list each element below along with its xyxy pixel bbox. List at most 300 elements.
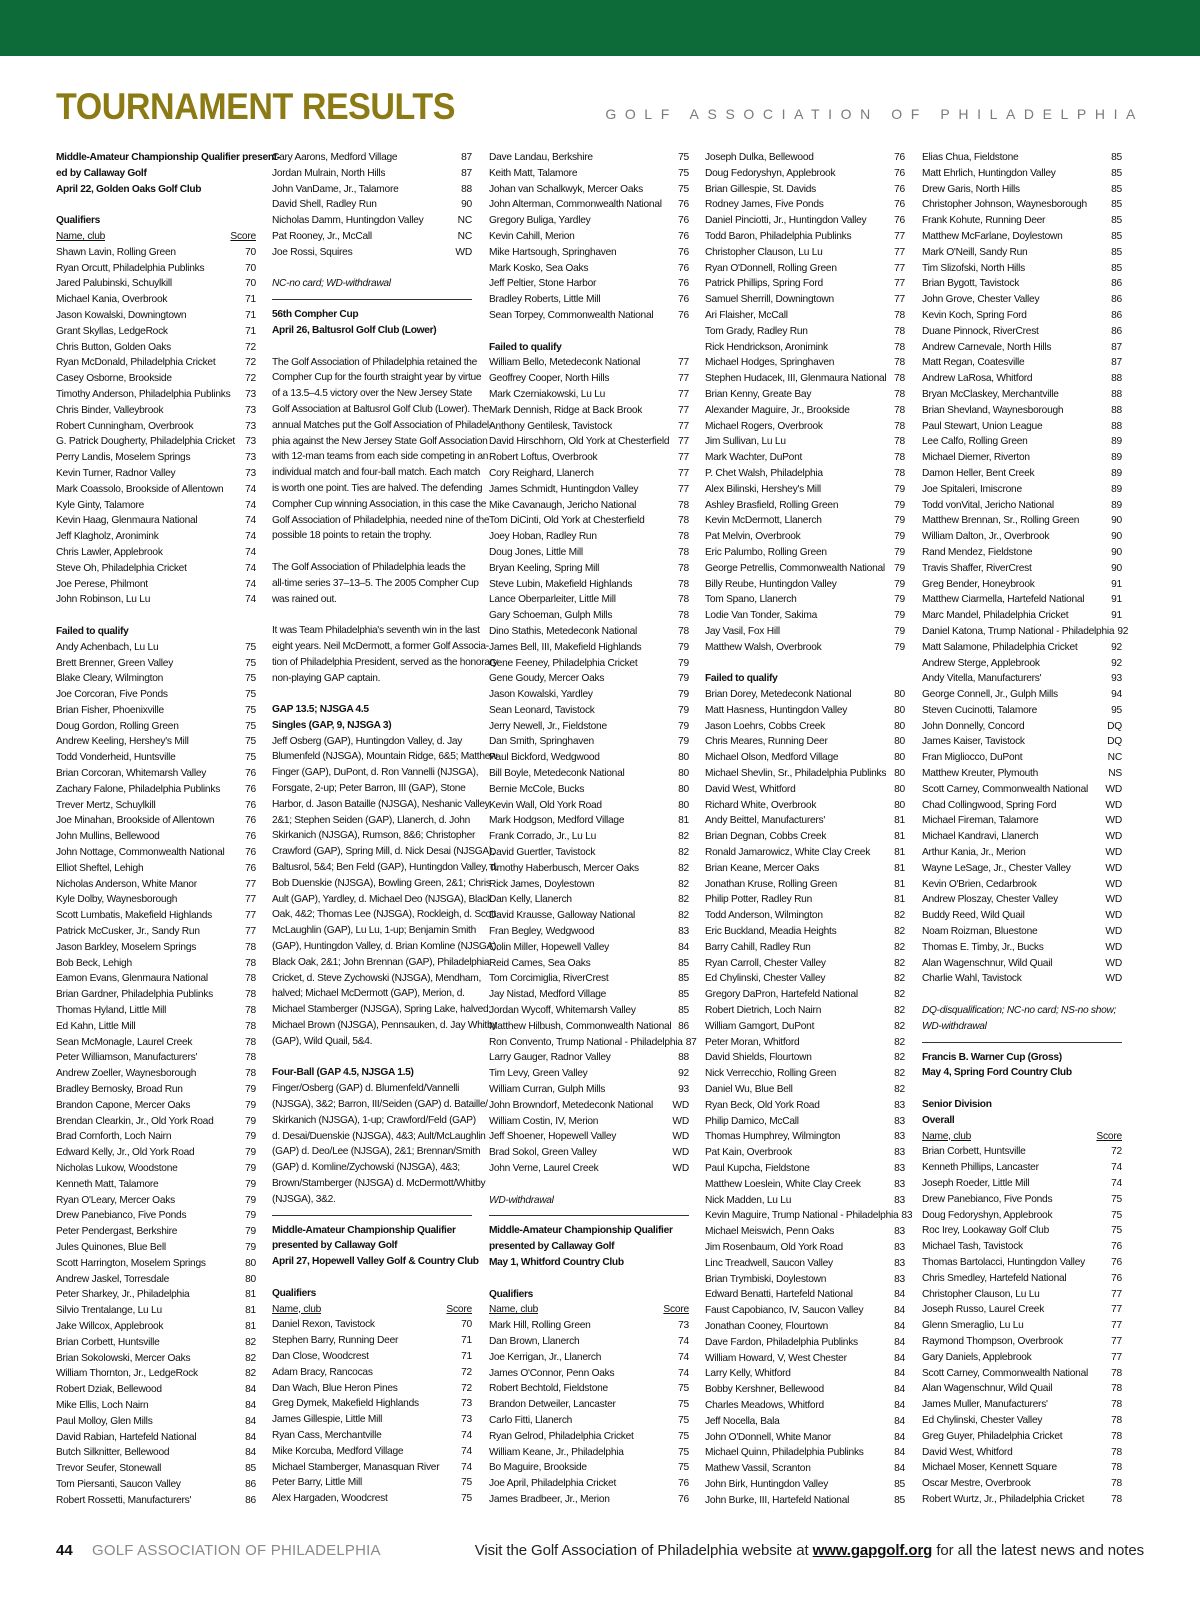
result-row xyxy=(705,387,905,403)
player-name-club: Frank Corrado, Jr., Lu Lu xyxy=(489,831,596,843)
player-name-club: Tom Grady, Radley Run xyxy=(705,325,808,337)
player-score: WD xyxy=(1105,847,1122,859)
player-score: 84 xyxy=(894,1384,905,1396)
player-name-club: Joe April, Philadelphia Cricket xyxy=(489,1478,617,1490)
report-text-line: Skirkanich (NJSGA), 1-up; Crawford/Feld (GAP) xyxy=(272,1114,476,1126)
result-row xyxy=(922,1350,1122,1366)
player-score: 74 xyxy=(678,1351,689,1363)
result-row xyxy=(489,687,689,703)
player-score: 77 xyxy=(245,878,256,890)
result-row xyxy=(705,1430,905,1446)
player-name-club: Ryan McDonald, Philadelphia Cricket xyxy=(56,357,216,369)
player-score: WD xyxy=(672,1131,689,1143)
player-name-club: Andrew Sterge, Applebrook xyxy=(922,657,1040,669)
result-row xyxy=(56,1129,256,1145)
result-row xyxy=(705,1098,905,1114)
player-score: 77 xyxy=(678,452,689,464)
player-score: 79 xyxy=(245,1147,256,1159)
result-row xyxy=(922,482,1122,498)
player-name-club: Brian Keane, Mercer Oaks xyxy=(705,862,820,874)
player-score: 79 xyxy=(894,641,905,653)
result-row xyxy=(56,1351,256,1367)
result-row xyxy=(705,1303,905,1319)
report-text-line: Skirkanich (NJSGA), Rumson, 8&6; Christopher xyxy=(272,830,476,842)
player-score: 85 xyxy=(1111,183,1122,195)
results-column-2 xyxy=(272,150,499,1507)
report-text-line: Jeff Osberg (GAP), Huntingdon Valley, d. Jay xyxy=(272,735,463,747)
section-heading: Overall xyxy=(922,1114,955,1126)
player-name-club: Ron Convento, Trump National - Philadelphia xyxy=(489,1036,683,1048)
player-score: 84 xyxy=(245,1447,256,1459)
player-name-club: Doug Fedoryshyn, Applebrook xyxy=(705,167,836,179)
result-row xyxy=(705,1398,905,1414)
result-row xyxy=(489,450,689,466)
player-score: 80 xyxy=(894,768,905,780)
player-name-club: Pat Rooney, Jr., McCall xyxy=(272,230,372,242)
player-score: 77 xyxy=(1111,1335,1122,1347)
player-name-club: Rick James, Doylestown xyxy=(489,878,595,890)
result-row xyxy=(705,340,905,356)
result-row xyxy=(272,245,472,261)
player-score: 79 xyxy=(678,673,689,685)
result-row xyxy=(705,892,905,908)
report-text-line: Michael Stamberger (NJSGA), Spring Lake, halved; xyxy=(272,1004,491,1016)
player-name-club: Dave Landau, Berkshire xyxy=(489,152,593,163)
player-score: 78 xyxy=(245,1005,256,1017)
player-name-club: Glenn Smeraglio, Lu Lu xyxy=(922,1320,1024,1332)
player-name-club: Mark Hodgson, Medford Village xyxy=(489,815,625,827)
player-name-club: William Costin, IV, Merion xyxy=(489,1115,599,1127)
result-row xyxy=(489,1350,689,1366)
player-score: NS xyxy=(1108,768,1122,780)
player-score: 85 xyxy=(678,1005,689,1017)
player-name-club: James Bradbeer, Jr., Merion xyxy=(489,1493,610,1505)
player-name-club: Tim Levy, Green Valley xyxy=(489,1068,588,1080)
player-score: 84 xyxy=(245,1399,256,1411)
player-score: 80 xyxy=(678,799,689,811)
result-row xyxy=(489,513,689,529)
player-name-club: Jason Barkley, Moselem Springs xyxy=(56,941,197,953)
player-score: 76 xyxy=(678,246,689,258)
result-row xyxy=(489,813,689,829)
player-name-club: Robert Cunningham, Overbrook xyxy=(56,420,194,432)
player-score: WD xyxy=(672,1163,689,1174)
player-name-club: Michael Moser, Kennett Square xyxy=(922,1462,1057,1474)
player-score: 85 xyxy=(894,1494,905,1506)
result-row xyxy=(922,845,1122,861)
result-row xyxy=(922,1160,1122,1176)
result-row xyxy=(489,750,689,766)
result-row xyxy=(705,1066,905,1082)
player-score: 77 xyxy=(894,230,905,242)
player-score: 70 xyxy=(245,278,256,290)
result-row xyxy=(705,1035,905,1051)
result-row xyxy=(922,166,1122,182)
result-row xyxy=(56,845,256,861)
report-text-line: all-time series 37–13–5. The 2005 Compher Cup xyxy=(272,577,479,589)
player-score: 77 xyxy=(894,278,905,290)
result-row xyxy=(489,1050,689,1066)
result-row xyxy=(922,498,1122,514)
player-score: 93 xyxy=(1111,673,1122,685)
player-name-club: Dan Kelly, Llanerch xyxy=(489,894,572,906)
player-score: 80 xyxy=(894,689,905,701)
result-row xyxy=(56,1224,256,1240)
player-name-club: Michael Kandravi, Llanerch xyxy=(922,831,1039,843)
player-name-club: John Browndorf, Metedeconk National xyxy=(489,1099,653,1111)
result-row xyxy=(922,1302,1122,1318)
section-heading: Singles (GAP, 9, NJSGA 3) xyxy=(272,719,392,731)
player-score: 85 xyxy=(1111,246,1122,258)
player-name-club: Richard White, Overbrook xyxy=(705,799,817,811)
player-name-club: Mark O'Neill, Sandy Run xyxy=(922,246,1028,258)
player-score: 75 xyxy=(678,183,689,195)
player-name-club: Brad Sokol, Green Valley xyxy=(489,1147,597,1159)
result-row xyxy=(489,276,689,292)
player-name-club: Barry Cahill, Radley Run xyxy=(705,941,811,953)
result-row xyxy=(705,1366,905,1382)
result-row xyxy=(272,1333,472,1349)
player-score: 76 xyxy=(678,215,689,227)
player-score: 82 xyxy=(245,1352,256,1364)
score-header: Score xyxy=(663,1304,689,1316)
player-name-club: Scott Carney, Commonwealth National xyxy=(922,783,1089,795)
player-name-club: David West, Whitford xyxy=(705,783,796,795)
result-row xyxy=(922,1176,1122,1192)
player-score: 88 xyxy=(678,1052,689,1064)
section-heading: Four-Ball (GAP 4.5, NJSGA 1.5) xyxy=(272,1067,414,1079)
player-name-club: Bo Maguire, Brookside xyxy=(489,1462,587,1474)
result-row xyxy=(56,640,256,656)
player-score: 85 xyxy=(678,957,689,969)
player-name-club: William Gamgort, DuPont xyxy=(705,1020,815,1032)
player-name-club: William Keane, Jr., Philadelphia xyxy=(489,1446,624,1458)
player-name-club: Daniel Katona, Trump National - Philadelphia xyxy=(922,625,1115,637)
result-row xyxy=(56,387,256,403)
player-name-club: John Alterman, Commonwealth National xyxy=(489,199,662,211)
player-score: 84 xyxy=(894,1463,905,1475)
result-row xyxy=(56,1303,256,1319)
player-score: 71 xyxy=(245,309,256,321)
player-score: 82 xyxy=(894,957,905,969)
player-name-club: Drew Panebianco, Five Ponds xyxy=(56,1210,187,1222)
player-name-club: Nicholas Lukow, Woodstone xyxy=(56,1163,178,1174)
player-name-club: Dan Brown, Llanerch xyxy=(489,1335,580,1347)
player-score: 80 xyxy=(678,783,689,795)
player-name-club: Peter Sharkey, Jr., Philadelphia xyxy=(56,1289,190,1301)
result-row xyxy=(922,940,1122,956)
player-name-club: Ryan Carroll, Chester Valley xyxy=(705,957,826,969)
player-score: 82 xyxy=(678,847,689,859)
report-text-line: Golf Association at Baltusrol Golf Club (Lower). The xyxy=(272,403,489,415)
result-row xyxy=(705,450,905,466)
player-name-club: Christopher Johnson, Waynesborough xyxy=(922,199,1087,211)
player-score: 85 xyxy=(1111,262,1122,274)
report-text-line: (NJSGA), 3&2. xyxy=(272,1193,336,1205)
player-name-club: Stephen Hudacek, III, Glenmaura National xyxy=(705,373,887,385)
report-text-line: Compher Cup winning Association, in this case the xyxy=(272,498,487,510)
player-score: 81 xyxy=(894,831,905,843)
player-score: 74 xyxy=(245,578,256,590)
player-name-club: Samuel Sherrill, Downingtown xyxy=(705,294,834,306)
result-row xyxy=(489,671,689,687)
player-name-club: Johan van Schalkwyk, Mercer Oaks xyxy=(489,183,643,195)
result-row xyxy=(922,908,1122,924)
report-text-line: Michael Brown (NJSGA), Pennsauken, d. Jay Whitby xyxy=(272,1020,498,1032)
player-score: 85 xyxy=(1111,230,1122,242)
player-name-club: Jeff Klagholz, Aronimink xyxy=(56,531,159,543)
player-score: 74 xyxy=(461,1429,472,1441)
player-score: 77 xyxy=(678,436,689,448)
spacer xyxy=(489,1271,689,1287)
player-score: 82 xyxy=(894,973,905,985)
player-name-club: Pat Melvin, Overbrook xyxy=(705,531,801,543)
player-name-club: Noam Roizman, Bluestone xyxy=(922,926,1038,938)
player-score: 75 xyxy=(245,720,256,732)
spacer xyxy=(272,339,472,355)
player-name-club: Reid Cames, Sea Oaks xyxy=(489,957,591,969)
result-row xyxy=(705,1145,905,1161)
player-name-club: Kenneth Matt, Talamore xyxy=(56,1178,159,1190)
result-row xyxy=(489,229,689,245)
player-score: 75 xyxy=(678,1446,689,1458)
result-row xyxy=(489,971,689,987)
result-row xyxy=(705,1177,905,1193)
player-name-club: Kevin Haag, Glenmaura National xyxy=(56,515,198,527)
player-score: 82 xyxy=(678,894,689,906)
player-name-club: Mark Dennish, Ridge at Back Brook xyxy=(489,404,643,416)
player-score: 86 xyxy=(1111,309,1122,321)
player-score: 75 xyxy=(678,1399,689,1411)
results-column-5 xyxy=(922,150,1129,1508)
result-row xyxy=(272,213,472,229)
player-score: 85 xyxy=(678,973,689,985)
player-name-club: Matthew Kreuter, Plymouth xyxy=(922,768,1039,780)
player-score: 78 xyxy=(1111,1383,1122,1395)
player-score: NC xyxy=(457,230,472,242)
result-row xyxy=(705,513,905,529)
player-name-club: Ed Chylinski, Chester Valley xyxy=(922,1414,1043,1426)
result-row xyxy=(56,1430,256,1446)
result-row xyxy=(56,498,256,514)
result-row xyxy=(56,1193,256,1209)
player-name-club: Edward Benatti, Hartefeld National xyxy=(705,1289,853,1301)
result-row xyxy=(489,782,689,798)
player-score: 79 xyxy=(245,1178,256,1190)
result-row xyxy=(922,829,1122,845)
report-text-line: halved; Michael McDermott (GAP), Merion, d. xyxy=(272,988,465,1000)
result-row xyxy=(922,197,1122,213)
result-row xyxy=(489,1035,697,1051)
report-text-line: Harbor, d. Jason Bataille (NJSGA), Neshanic Valley, xyxy=(272,798,492,810)
result-row xyxy=(705,592,905,608)
player-score: 78 xyxy=(894,467,905,479)
player-score: 71 xyxy=(461,1335,472,1347)
result-row xyxy=(922,892,1122,908)
player-score: 79 xyxy=(894,594,905,606)
player-score: 90 xyxy=(1111,562,1122,574)
player-name-club: Greg Guyer, Philadelphia Cricket xyxy=(922,1430,1063,1442)
player-name-club: Peter Williamson, Manufacturers' xyxy=(56,1052,198,1064)
player-name-club: Jason Kowalski, Yardley xyxy=(489,689,593,701)
player-score: NC xyxy=(1107,752,1122,764)
player-name-club: Geoffrey Cooper, North Hills xyxy=(489,373,610,385)
player-name-club: George Connell, Jr., Gulph Mills xyxy=(922,689,1058,701)
player-name-club: Andrew LaRosa, Whitford xyxy=(922,373,1033,385)
result-row xyxy=(922,245,1122,261)
player-name-club: Mark Coassolo, Brookside of Allentown xyxy=(56,483,224,495)
player-score: 77 xyxy=(1111,1320,1122,1332)
player-name-club: Kevin Wall, Old York Road xyxy=(489,799,602,811)
section-heading: GAP 13.5; NJSGA 4.5 xyxy=(272,704,369,716)
player-score: 79 xyxy=(894,483,905,495)
player-score: WD xyxy=(672,1115,689,1127)
result-row xyxy=(705,1335,905,1351)
result-row xyxy=(56,940,256,956)
result-row xyxy=(705,845,905,861)
player-name-club: Robert Rossetti, Manufacturers' xyxy=(56,1494,192,1506)
player-score: 77 xyxy=(1111,1288,1122,1300)
name-club-header: Name, club xyxy=(922,1130,972,1142)
player-score: 74 xyxy=(245,515,256,527)
player-score: 75 xyxy=(678,152,689,163)
report-text-line: It was Team Philadelphia's seventh win in the last xyxy=(272,625,480,637)
player-name-club: Christopher Clauson, Lu Lu xyxy=(705,246,823,258)
player-score: 72 xyxy=(245,373,256,385)
result-row xyxy=(705,687,905,703)
result-row xyxy=(705,1256,905,1272)
player-name-club: Kevin Maguire, Trump National - Philadelphia xyxy=(705,1210,899,1222)
report-text-line: Cricket, d. Steve Zychowski (NJSGA), Mendham, xyxy=(272,972,481,984)
section-heading: April 22, Golden Oaks Golf Club xyxy=(56,183,202,195)
player-name-club: Ari Flaisher, McCall xyxy=(705,309,788,321)
player-name-club: Zachary Falone, Philadelphia Publinks xyxy=(56,783,221,795)
player-name-club: Matt Salamone, Philadelphia Cricket xyxy=(922,641,1078,653)
result-row xyxy=(56,1366,256,1382)
player-score: 92 xyxy=(1111,657,1122,669)
player-score: 76 xyxy=(678,1493,689,1505)
spacer xyxy=(56,197,256,213)
result-row xyxy=(922,434,1122,450)
player-score: WD xyxy=(672,1147,689,1159)
player-name-club: Stephen Barry, Running Deer xyxy=(272,1335,399,1347)
result-row xyxy=(489,1445,689,1461)
player-name-club: Peter Barry, Little Mill xyxy=(272,1477,363,1489)
player-score: 82 xyxy=(894,926,905,938)
website-link[interactable]: www.gapgolf.org xyxy=(812,1542,933,1559)
player-name-club: Colin Miller, Hopewell Valley xyxy=(489,941,609,953)
player-score: 75 xyxy=(461,1493,472,1505)
page-number: 44 xyxy=(56,1542,73,1559)
player-name-club: Joe Kerrigan, Jr., Llanerch xyxy=(489,1351,602,1363)
player-name-club: Cary Aarons, Medford Village xyxy=(272,152,398,163)
player-name-club: Robert Loftus, Overbrook xyxy=(489,452,598,464)
result-row xyxy=(272,197,472,213)
report-text-line: Crawford (GAP), Spring Mill, d. Nick Desai (NJSGA), xyxy=(272,846,495,858)
player-name-club: Jordan Wycoff, Whitemarsh Valley xyxy=(489,1005,636,1017)
result-row xyxy=(705,861,905,877)
player-score: 74 xyxy=(245,562,256,574)
player-score: 85 xyxy=(1111,167,1122,179)
result-row xyxy=(705,371,905,387)
player-name-club: Michael Hodges, Springhaven xyxy=(705,357,835,369)
result-row xyxy=(56,1287,256,1303)
player-score: 76 xyxy=(1111,1272,1122,1284)
player-score: 74 xyxy=(1111,1162,1122,1174)
result-row xyxy=(922,608,1122,624)
result-row xyxy=(489,434,689,450)
result-row xyxy=(56,1240,256,1256)
player-name-club: Ryan O'Donnell, Rolling Green xyxy=(705,262,837,274)
player-name-club: Ryan O'Leary, Mercer Oaks xyxy=(56,1194,175,1206)
result-row xyxy=(56,1208,256,1224)
result-row xyxy=(922,782,1122,798)
player-name-club: Matthew McFarlane, Doylestown xyxy=(922,230,1063,242)
result-row xyxy=(489,150,689,166)
result-row xyxy=(922,1445,1122,1461)
result-row xyxy=(922,513,1122,529)
player-name-club: Nicholas Anderson, White Manor xyxy=(56,878,197,890)
player-score: 70 xyxy=(461,1319,472,1331)
player-score: 88 xyxy=(1111,373,1122,385)
result-row xyxy=(705,750,905,766)
result-row xyxy=(922,419,1122,435)
player-score: 73 xyxy=(245,452,256,464)
result-row xyxy=(272,229,472,245)
player-name-club: Larry Kelly, Whitford xyxy=(705,1368,791,1380)
player-name-club: Doug Gordon, Rolling Green xyxy=(56,720,179,732)
player-score: 82 xyxy=(894,1068,905,1080)
result-row xyxy=(705,292,905,308)
player-score: 76 xyxy=(245,783,256,795)
result-row xyxy=(922,624,1129,640)
player-name-club: Shawn Lavin, Rolling Green xyxy=(56,246,176,258)
player-name-club: Todd vonVital, Jericho National xyxy=(922,499,1054,511)
player-score: 78 xyxy=(1111,1462,1122,1474)
player-score: 78 xyxy=(678,578,689,590)
result-row xyxy=(56,877,256,893)
player-name-club: Travis Shaffer, RiverCrest xyxy=(922,562,1032,574)
result-row xyxy=(489,1334,689,1350)
player-name-club: David West, Whitford xyxy=(922,1446,1013,1458)
result-row xyxy=(705,640,905,656)
page-footer xyxy=(56,1542,1144,1564)
player-score: 78 xyxy=(245,989,256,1001)
player-name-club: Tom DiCinti, Old York at Chesterfield xyxy=(489,515,645,527)
player-name-club: Joseph Russo, Laurel Creek xyxy=(922,1304,1045,1316)
player-name-club: Robert Wurtz, Jr., Philadelphia Cricket xyxy=(922,1493,1085,1505)
report-text-line: Black Oak, 2&1; John Brennan (GAP), Philadelphia xyxy=(272,956,490,968)
report-text-line: Blumenfeld (NJSGA), Mountain Ridge, 6&5; Matthew xyxy=(272,751,498,763)
player-name-club: Jerry Newell, Jr., Fieldstone xyxy=(489,720,607,732)
player-score: 75 xyxy=(245,704,256,716)
player-name-club: Gregory DaPron, Hartefeld National xyxy=(705,989,858,1001)
footer-visit-pre: Visit the Golf Association of Philadelphia website at xyxy=(474,1542,809,1559)
spacer xyxy=(922,1081,1122,1097)
player-name-club: Jay Vasil, Fox Hill xyxy=(705,625,780,637)
player-name-club: Ryan Cass, Merchantville xyxy=(272,1429,382,1441)
section-heading: presented by Callaway Golf xyxy=(272,1240,398,1252)
player-score: 78 xyxy=(245,1052,256,1064)
player-name-club: Patrick McCusker, Jr., Sandy Run xyxy=(56,926,200,938)
player-score: 78 xyxy=(245,1068,256,1080)
player-name-club: Greg Bender, Honeybrook xyxy=(922,578,1035,590)
result-row xyxy=(705,213,905,229)
result-row xyxy=(922,1239,1122,1255)
player-score: 79 xyxy=(678,720,689,732)
player-name-club: Daniel Wu, Blue Bell xyxy=(705,1084,793,1096)
player-score: 73 xyxy=(245,467,256,479)
